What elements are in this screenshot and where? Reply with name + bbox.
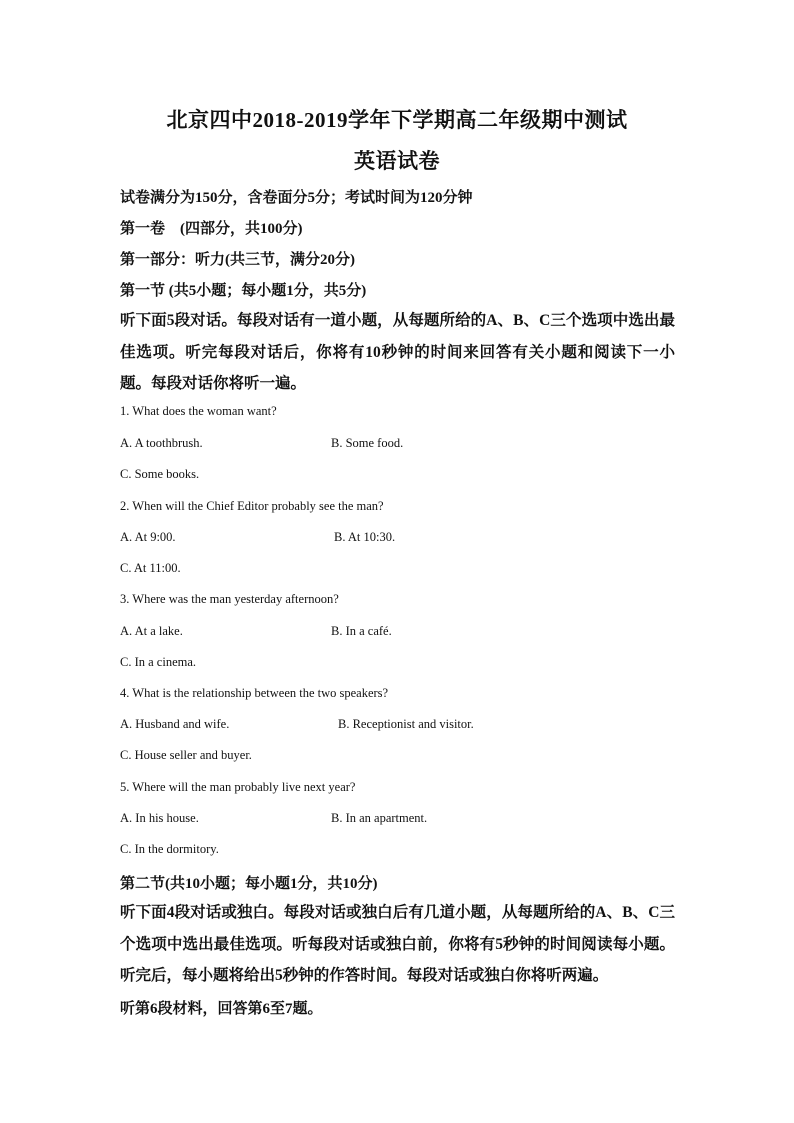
question-2-stem: 2. When will the Chief Editor probably see the man? xyxy=(120,499,384,513)
question-3-stem: 3. Where was the man yesterday afternoon? xyxy=(120,592,339,606)
exam-subtitle: 英语试卷 xyxy=(354,149,440,173)
question-2-option-b: B. At 10:30. xyxy=(334,530,396,544)
material-6-instruction: 听第6段材料，回答第6至7题。 xyxy=(120,1001,323,1017)
question-3-option-b: B. In a café. xyxy=(331,624,392,638)
question-1-stem: 1. What does the woman want? xyxy=(120,404,277,418)
question-1-option-b: B. Some food. xyxy=(331,436,404,450)
question-3-option-c: C. In a cinema. xyxy=(120,655,197,669)
part-heading: 第一部分：听力(共三节，满分20分) xyxy=(120,252,355,268)
section2-instructions: 听下面4段对话或独白。每段对话或独白后有几道小题，从每题所给的A、B、C三个选项中选出最佳选项。听每段对话或独白前，你将有5秒钟的时间阅读每小题。听完后，每小题将给出5秒钟的作答时间。每段对话或独白你将听两遍。 xyxy=(120,904,675,984)
volume-heading: 第一卷 (四部分，共100分) xyxy=(120,221,303,237)
question-4-option-c: C. House seller and buyer. xyxy=(120,748,252,762)
question-5-stem: 5. Where will the man probably live next year? xyxy=(120,780,356,794)
question-2-option-c: C. At 11:00. xyxy=(120,561,181,575)
question-5-option-a: A. In his house. xyxy=(120,811,199,825)
section1-heading: 第一节 (共5小题；每小题1分，共5分) xyxy=(120,283,367,299)
section1-instructions: 听下面5段对话。每段对话有一道小题，从每题所给的A、B、C三个选项中选出最佳选项。听完每段对话后，你将有10秒钟的时间来回答有关小题和阅读下一小题。每段对话你将听一遍。 xyxy=(120,312,675,392)
question-4-option-b: B. Receptionist and visitor. xyxy=(338,717,474,731)
exam-info: 试卷满分为150分，含卷面分5分；考试时间为120分钟 xyxy=(120,190,473,206)
question-5-option-b: B. In an apartment. xyxy=(331,811,428,825)
exam-title: 北京四中2018-2019学年下学期高二年级期中测试 xyxy=(166,108,628,132)
question-2-option-a: A. At 9:00. xyxy=(120,530,176,544)
section2-heading: 第二节(共10小题；每小题1分，共10分) xyxy=(120,876,378,892)
question-5-option-c: C. In the dormitory. xyxy=(120,842,219,856)
question-1-option-c: C. Some books. xyxy=(120,467,200,481)
question-3-option-a: A. At a lake. xyxy=(120,624,183,638)
question-4-stem: 4. What is the relationship between the two speakers? xyxy=(120,686,389,700)
question-4-option-a: A. Husband and wife. xyxy=(120,717,230,731)
question-1-option-a: A. A toothbrush. xyxy=(120,436,203,450)
